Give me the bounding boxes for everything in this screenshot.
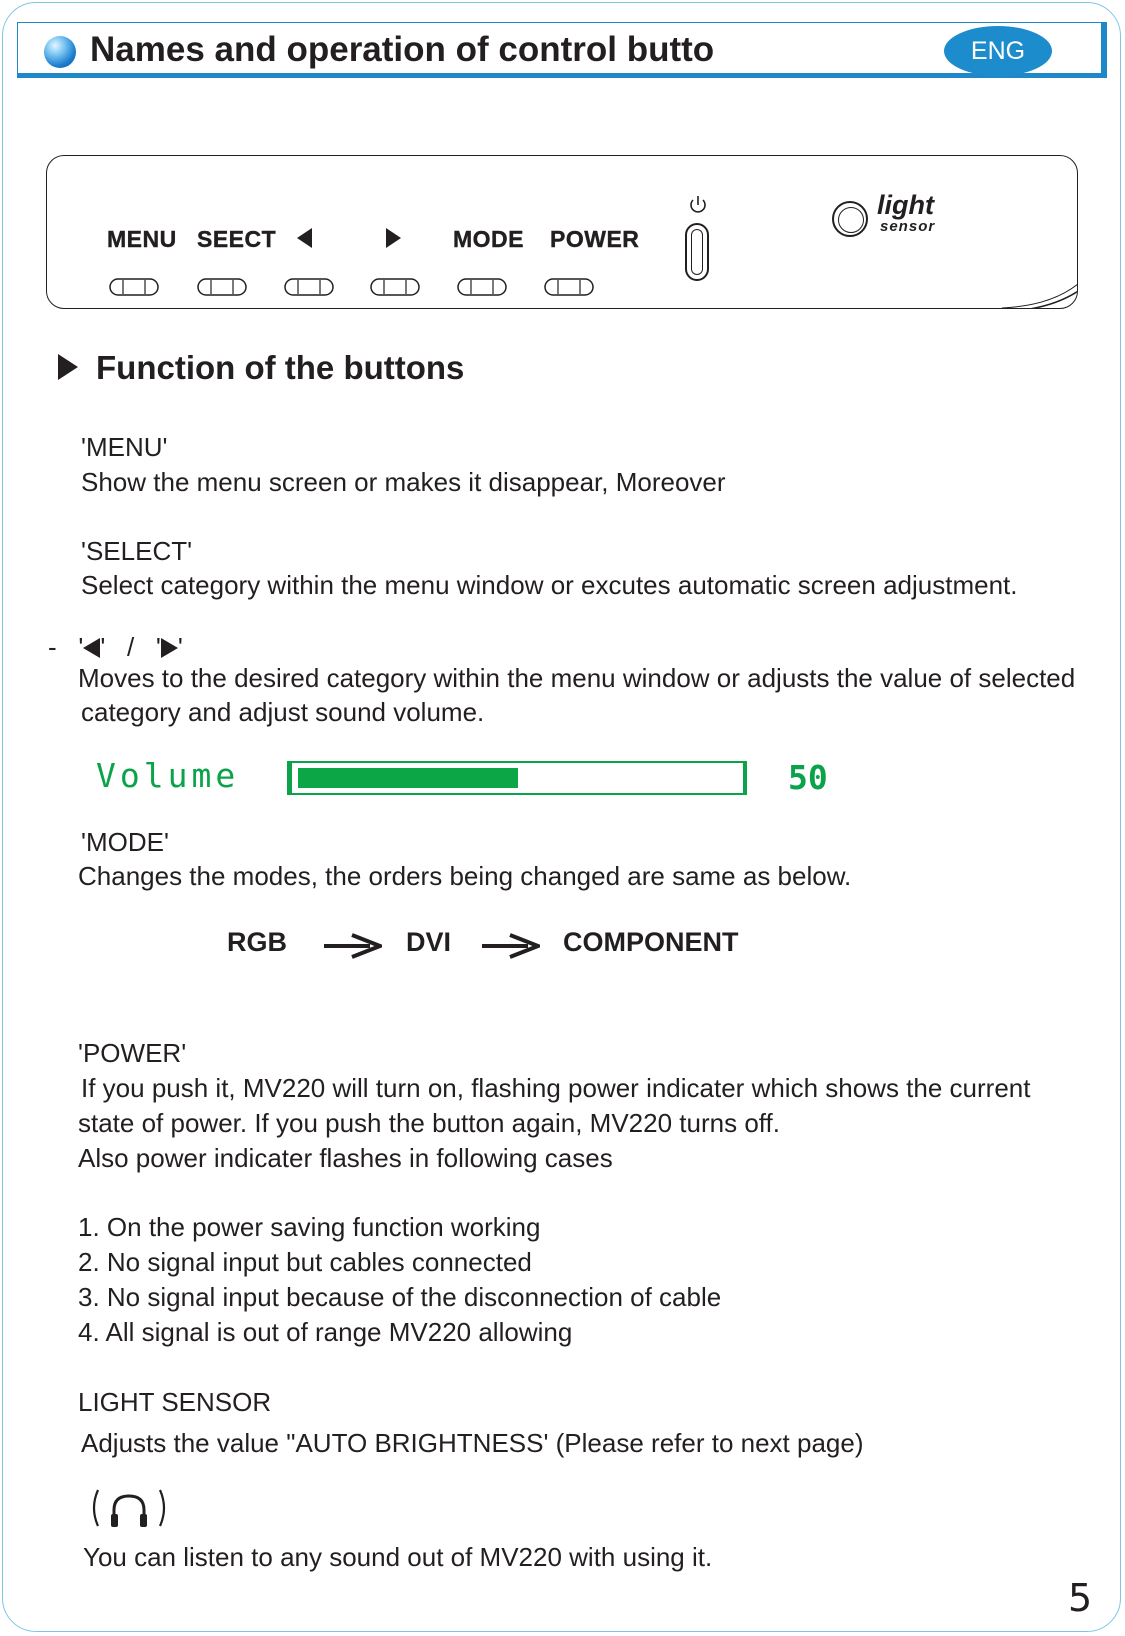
bullet-orb-icon: [44, 36, 76, 68]
power-heading: 'POWER': [78, 1038, 187, 1068]
language-badge: ENG: [944, 26, 1052, 76]
power-description-line2: state of power. If you push the button again, MV220 turns off.: [78, 1108, 780, 1138]
right-triangle-icon: [161, 638, 178, 658]
slash: /: [126, 632, 135, 662]
right-arrow-icon: [324, 933, 382, 959]
volume-value: 50: [788, 758, 828, 797]
sensor-sublabel: sensor: [880, 218, 936, 235]
mode-component: COMPONENT: [563, 927, 739, 957]
quote: ': [155, 632, 161, 662]
power-case-item: 4. All signal is out of range MV220 allowing: [78, 1317, 573, 1347]
right-triangle-icon: [386, 228, 401, 248]
left-triangle-icon: [83, 638, 100, 658]
sensor-label: light: [877, 190, 934, 220]
volume-bar-fill: [298, 768, 518, 788]
right-button[interactable]: [370, 278, 420, 296]
arrows-description-line1: Moves to the desired category within the menu window or adjusts the value of selected: [78, 663, 1076, 693]
power-case-item: 2. No signal input but cables connected: [78, 1247, 532, 1277]
power-indicator-slot: [685, 223, 709, 281]
menu-heading: 'MENU': [81, 432, 168, 462]
light-sensor-description: Adjusts the value "AUTO BRIGHTNESS' (Please refer to next page): [81, 1428, 864, 1458]
page-title: Names and operation of control butto: [90, 30, 715, 69]
mode-button[interactable]: [457, 278, 507, 296]
mode-dvi: DVI: [406, 927, 452, 957]
control-panel-illustration: [46, 155, 1078, 309]
quote: ': [177, 632, 183, 662]
panel-label-menu: MENU: [107, 226, 177, 252]
headphone-description: You can listen to any sound out of MV220 with using it.: [83, 1542, 713, 1572]
power-button[interactable]: [544, 278, 594, 296]
volume-label: Volume: [96, 756, 240, 795]
select-description: Select category within the menu window or excutes automatic screen adjustment.: [81, 570, 1018, 600]
section-title: Function of the buttons: [96, 349, 465, 386]
quote: ': [78, 632, 84, 662]
arrow-buttons-heading: [48, 630, 183, 664]
power-description-line1: If you push it, MV220 will turn on, flashing power indicater which shows the current: [81, 1073, 1031, 1103]
panel-label-power: POWER: [550, 226, 640, 252]
headphone-icon: [90, 1486, 168, 1530]
power-description-line3: Also power indicater flashes in following cases: [78, 1143, 613, 1173]
menu-button[interactable]: [109, 278, 159, 296]
power-case-item: 1. On the power saving function working: [78, 1212, 541, 1242]
left-button[interactable]: [284, 278, 334, 296]
arrows-description-line2: category and adjust sound volume.: [81, 697, 485, 727]
mode-rgb: RGB: [227, 927, 287, 957]
mode-heading: 'MODE': [81, 827, 169, 857]
power-case-item: 3. No signal input because of the disconnection of cable: [78, 1282, 722, 1312]
menu-description: Show the menu screen or makes it disappear, Moreover: [81, 467, 726, 497]
quote: ': [100, 632, 106, 662]
volume-bar: [287, 761, 747, 795]
section-triangle-icon: [58, 354, 78, 380]
right-arrow-icon: [482, 933, 540, 959]
power-icon: [687, 194, 709, 216]
light-sensor-icon: [832, 201, 868, 237]
panel-corner-curve-icon: [992, 226, 1078, 309]
dash-prefix: -: [48, 632, 57, 662]
panel-label-select: SEECT: [197, 226, 277, 252]
select-button[interactable]: [197, 278, 247, 296]
page-number: 5: [1068, 1576, 1093, 1620]
panel-label-mode: MODE: [453, 226, 524, 252]
left-triangle-icon: [297, 228, 312, 248]
select-heading: 'SELECT': [81, 536, 193, 566]
mode-description: Changes the modes, the orders being changed are same as below.: [78, 861, 852, 891]
light-sensor-heading: LIGHT SENSOR: [78, 1387, 272, 1417]
